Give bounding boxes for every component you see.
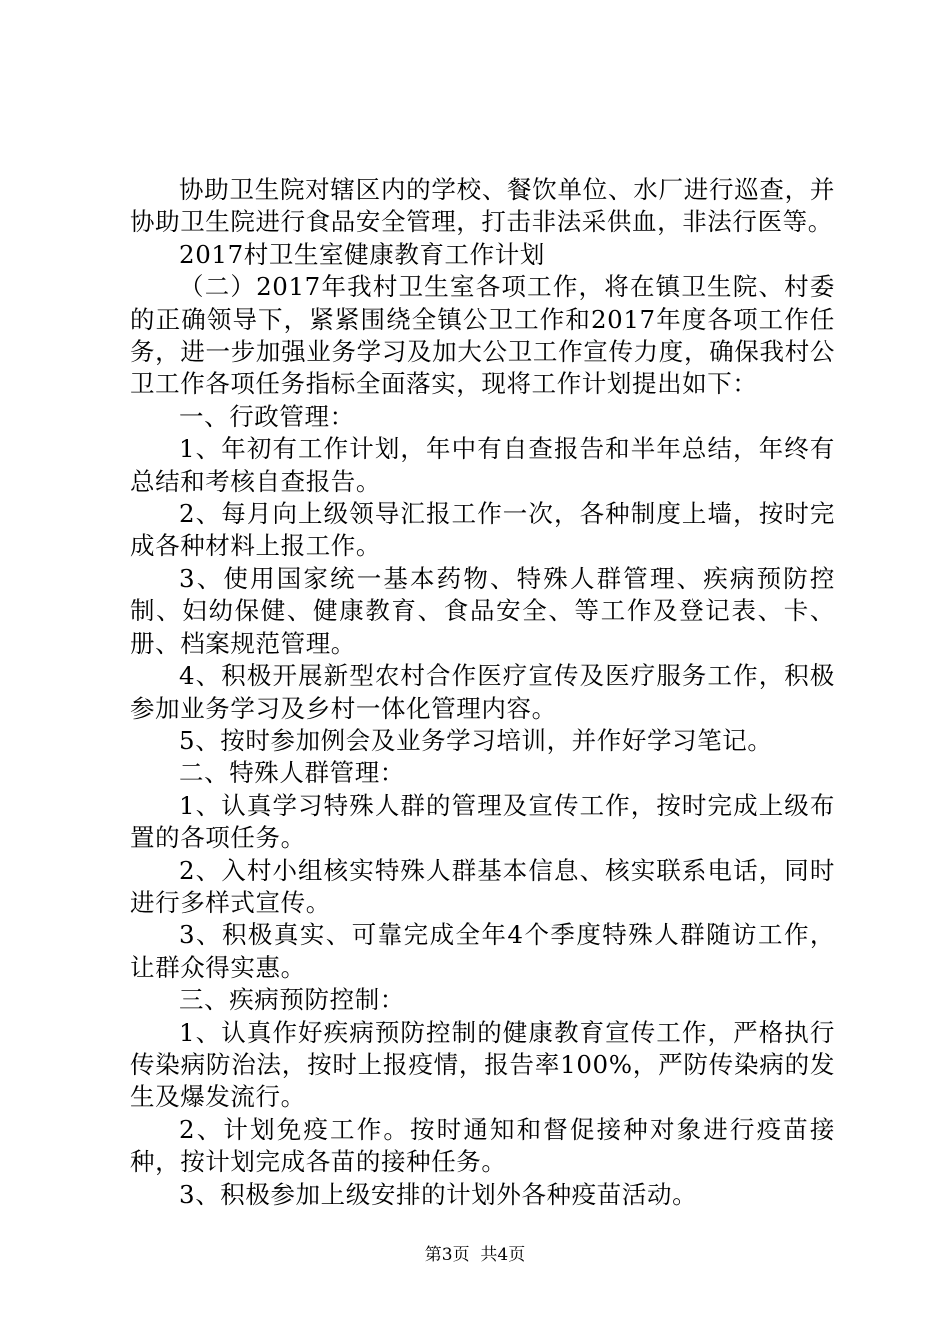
paragraph: （二）2017年我村卫生室各项工作，将在镇卫生院、村委的正确领导下，紧紧围绕全镇公卫工作和2017年度各项工作任务，进一步加强业务学习及加大公卫工作宣传力度，确保我村公卫工作各项任务指标全面落实，现将工作计划提出如下： bbox=[130, 272, 835, 399]
list-item: 1、认真作好疾病预防控制的健康教育宣传工作，严格执行传染病防治法，按时上报疫情，报告率100%，严防传染病的发生及爆发流行。 bbox=[130, 1017, 835, 1112]
footer-separator bbox=[470, 1245, 481, 1265]
section-heading: 三、疾病预防控制： bbox=[179, 985, 405, 1015]
list-item: 5、按时参加例会及业务学习培训，并作好学习笔记。 bbox=[179, 725, 773, 755]
list-item: 1、年初有工作计划，年中有自查报告和半年总结，年终有总结和考核自查报告。 bbox=[130, 434, 835, 496]
section-heading: 二、特殊人群管理： bbox=[179, 758, 405, 788]
list-item: 3、积极参加上级安排的计划外各种疫苗活动。 bbox=[179, 1179, 698, 1209]
page-footer bbox=[0, 1244, 950, 1266]
list-item: 3、使用国家统一基本药物、特殊人群管理、疾病预防控制、妇幼保健、健康教育、食品安全、等工作及登记表、卡、册、档案规范管理。 bbox=[130, 563, 835, 658]
list-item: 2、计划免疫工作。按时通知和督促接种对象进行疫苗接种，按计划完成各苗的接种任务。 bbox=[130, 1114, 835, 1177]
page-number: 第3页 bbox=[424, 1245, 470, 1265]
paragraph: 协助卫生院对辖区内的学校、餐饮单位、水厂进行巡查，并协助卫生院进行食品安全管理，打击非法采供血，非法行医等。 bbox=[130, 175, 835, 237]
page-total: 共4页 bbox=[480, 1245, 526, 1265]
list-item: 1、认真学习特殊人群的管理及宣传工作，按时完成上级布置的各项任务。 bbox=[130, 790, 835, 853]
list-item: 4、积极开展新型农村合作医疗宣传及医疗服务工作，积极参加业务学习及乡村一体化管理内容。 bbox=[130, 661, 835, 723]
list-item: 3、积极真实、可靠完成全年4个季度特殊人群随访工作，让群众得实惠。 bbox=[130, 920, 835, 982]
section-heading: 一、行政管理： bbox=[179, 401, 355, 431]
list-item: 2、入村小组核实特殊人群基本信息、核实联系电话，同时进行多样式宣传。 bbox=[130, 855, 835, 917]
list-item: 2、每月向上级领导汇报工作一次，各种制度上墙，按时完成各种材料上报工作。 bbox=[130, 499, 835, 561]
document-body bbox=[130, 174, 835, 1211]
section-title: 2017村卫生室健康教育工作计划 bbox=[179, 239, 545, 269]
